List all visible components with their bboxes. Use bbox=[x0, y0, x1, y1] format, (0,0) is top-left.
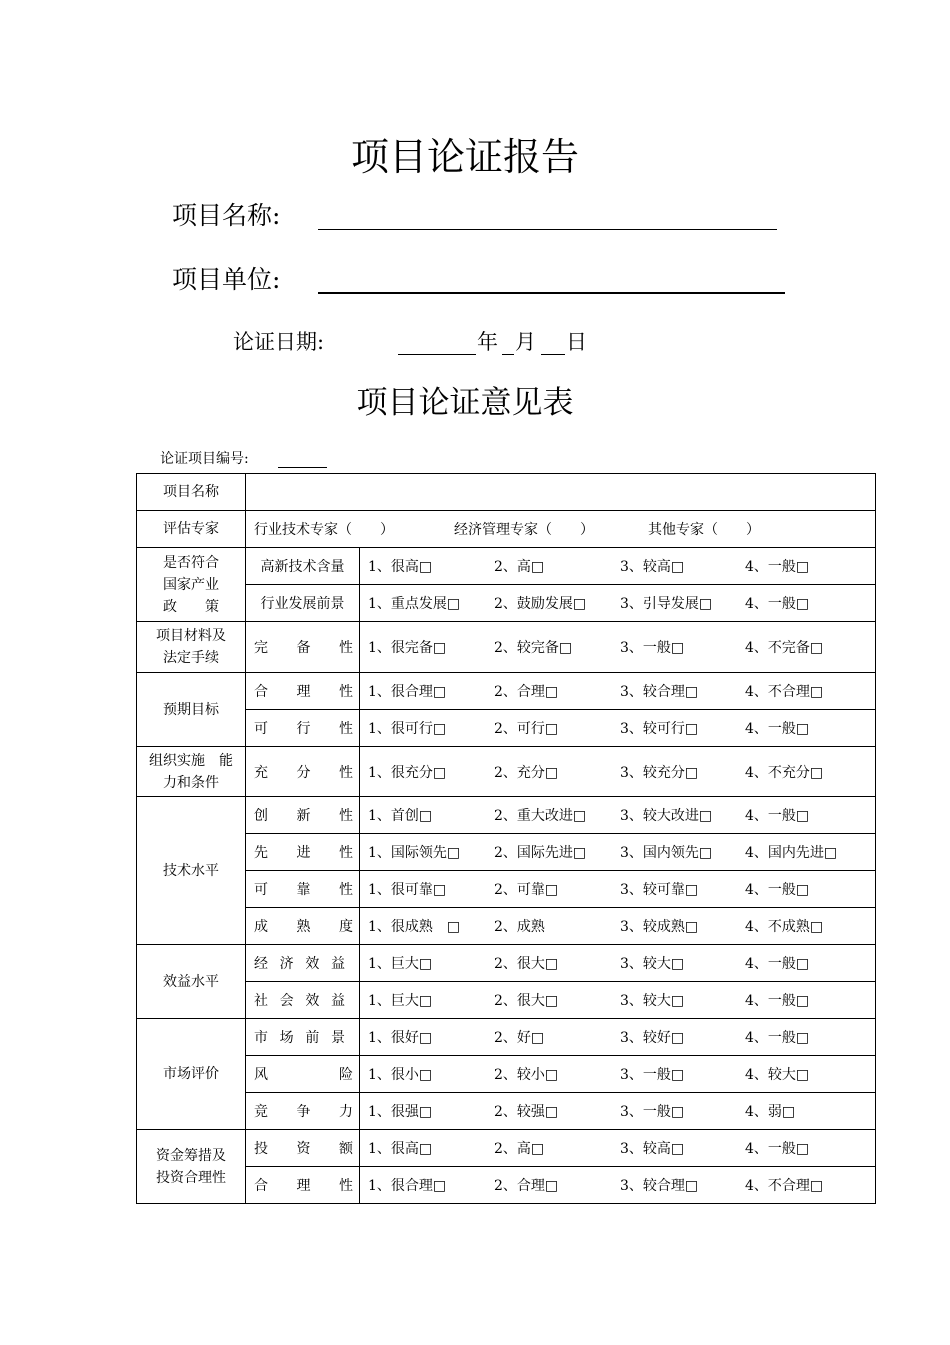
table-row bbox=[137, 1019, 876, 1056]
rating-option[interactable]: 2、很大□ bbox=[494, 993, 559, 1009]
date-label: 论证日期: bbox=[233, 330, 325, 354]
rating-option[interactable]: 2、充分□ bbox=[494, 764, 559, 781]
rating-options bbox=[360, 879, 875, 899]
rating-option[interactable]: 4、一般□ bbox=[745, 1141, 810, 1157]
criterion-name bbox=[246, 1027, 359, 1047]
criterion-name bbox=[246, 990, 359, 1010]
rating-option[interactable]: 1、巨大□ bbox=[368, 956, 433, 972]
rating-option[interactable]: 2、可靠□ bbox=[494, 882, 559, 898]
rating-option[interactable]: 3、一般□ bbox=[620, 1067, 685, 1083]
criterion-name bbox=[246, 718, 359, 738]
rating-option[interactable]: 3、较可行□ bbox=[620, 721, 699, 737]
project-code-label: 论证项目编号: bbox=[160, 451, 249, 467]
criterion-char: 经 bbox=[254, 956, 268, 972]
criterion-char: 力 bbox=[339, 1104, 353, 1120]
rating-option[interactable]: 4、国内先进□ bbox=[745, 845, 838, 861]
criterion-char: 靠 bbox=[296, 882, 311, 898]
rating-options bbox=[360, 593, 875, 613]
table-row bbox=[137, 673, 876, 710]
rating-option[interactable]: 4、一般□ bbox=[745, 721, 810, 737]
criterion-char: 熟 bbox=[296, 919, 311, 935]
criterion-cell bbox=[246, 982, 360, 1019]
criterion-char: 前 bbox=[305, 1030, 320, 1046]
rating-option[interactable]: 3、国内领先□ bbox=[620, 845, 713, 861]
criterion-char: 投 bbox=[254, 1141, 268, 1157]
criterion-char: 社 bbox=[254, 993, 268, 1009]
rating-option[interactable]: 1、很完备□ bbox=[368, 640, 447, 656]
rating-option[interactable]: 2、国际先进□ bbox=[494, 845, 587, 861]
rating-option[interactable]: 3、一般□ bbox=[620, 1104, 685, 1120]
category-label-line: 市场评价 bbox=[163, 1066, 219, 1082]
criterion-char: 可 bbox=[254, 882, 268, 898]
options-cell bbox=[360, 710, 876, 747]
options-cell bbox=[360, 585, 876, 622]
options-cell bbox=[360, 1019, 876, 1056]
options-cell bbox=[360, 945, 876, 982]
criterion-name bbox=[246, 953, 359, 973]
options-cell bbox=[360, 982, 876, 1019]
criterion-name: 高新技术含量 bbox=[260, 559, 345, 575]
category-label-line: 是否符合 bbox=[163, 554, 219, 571]
section-category bbox=[137, 673, 246, 747]
criterion-cell bbox=[246, 871, 360, 908]
rating-option[interactable]: 3、较大□ bbox=[620, 993, 685, 1009]
rating-option[interactable]: 1、很合理□ bbox=[368, 684, 447, 700]
criterion-char: 益 bbox=[330, 956, 345, 972]
criterion-char: 市 bbox=[254, 1030, 268, 1046]
evaluation-table bbox=[136, 473, 876, 1204]
criterion-cell bbox=[246, 585, 360, 622]
rating-option[interactable]: 4、一般□ bbox=[745, 596, 810, 612]
rating-options bbox=[360, 1175, 875, 1195]
table-subtitle: 项目论证意见表 bbox=[356, 385, 574, 421]
section-category bbox=[137, 622, 246, 673]
criterion-name bbox=[246, 916, 359, 936]
table-row bbox=[137, 982, 876, 1019]
rating-options bbox=[360, 556, 875, 576]
category-label-line: 效益水平 bbox=[163, 973, 219, 990]
rating-option[interactable]: 2、高□ bbox=[494, 559, 545, 575]
options-cell bbox=[360, 1056, 876, 1093]
section-category bbox=[137, 548, 246, 622]
criterion-name bbox=[246, 879, 359, 899]
criterion-char: 性 bbox=[339, 764, 353, 781]
rating-option[interactable]: 1、首创□ bbox=[368, 808, 433, 824]
criterion-cell bbox=[246, 1056, 360, 1093]
rating-option[interactable]: 2、较强□ bbox=[494, 1104, 559, 1120]
criterion-cell bbox=[246, 673, 360, 710]
evaluator-other[interactable]: 其他专家（ ） bbox=[648, 522, 760, 538]
category-label-line: 技术水平 bbox=[163, 862, 219, 879]
criterion-char: 险 bbox=[339, 1067, 353, 1083]
criterion-name: 行业发展前景 bbox=[260, 596, 345, 612]
rating-option[interactable]: 3、较大改进□ bbox=[620, 808, 713, 824]
criterion-cell bbox=[246, 747, 360, 797]
rating-options bbox=[360, 953, 875, 973]
criterion-char: 进 bbox=[296, 845, 311, 861]
rating-option[interactable]: 2、好□ bbox=[494, 1030, 545, 1046]
criterion-char: 行 bbox=[296, 721, 311, 737]
rating-option[interactable]: 3、较充分□ bbox=[620, 764, 699, 781]
rating-options bbox=[360, 718, 875, 738]
criterion-char: 创 bbox=[254, 808, 268, 824]
criterion-char: 景 bbox=[330, 1030, 345, 1046]
options-cell bbox=[360, 548, 876, 585]
rating-options bbox=[360, 1064, 875, 1084]
month-line[interactable] bbox=[502, 354, 514, 355]
table-row bbox=[137, 548, 876, 585]
evaluator-row bbox=[137, 511, 876, 548]
rating-options bbox=[360, 637, 875, 657]
rating-options bbox=[360, 762, 875, 782]
rating-option[interactable]: 1、很高□ bbox=[368, 1141, 433, 1157]
criterion-name bbox=[246, 1064, 359, 1084]
criterion-char: 理 bbox=[296, 684, 311, 700]
criterion-char: 性 bbox=[339, 845, 353, 861]
rating-option[interactable]: 1、很合理□ bbox=[368, 1178, 447, 1194]
table-row bbox=[137, 797, 876, 834]
table-row bbox=[137, 622, 876, 673]
options-cell bbox=[360, 622, 876, 673]
criterion-char: 合 bbox=[254, 684, 268, 700]
table-row bbox=[137, 871, 876, 908]
table-row bbox=[137, 908, 876, 945]
table-row bbox=[137, 585, 876, 622]
category-label-line: 项目材料及 bbox=[156, 628, 226, 644]
rating-option[interactable]: 3、较高□ bbox=[620, 1141, 685, 1157]
month-label: 月 bbox=[515, 330, 536, 354]
rating-option[interactable]: 2、高□ bbox=[494, 1141, 545, 1157]
year-line[interactable] bbox=[398, 354, 476, 355]
criterion-cell bbox=[246, 1019, 360, 1056]
project-name-label: 项目名称: bbox=[172, 201, 281, 230]
options-cell bbox=[360, 834, 876, 871]
year-label: 年 bbox=[477, 330, 498, 354]
rating-option[interactable]: 2、可行□ bbox=[494, 721, 559, 737]
project-name-cell: 项目名称 bbox=[137, 474, 246, 511]
rating-option[interactable]: 3、较可靠□ bbox=[620, 882, 699, 898]
rating-option[interactable]: 4、较大□ bbox=[745, 1067, 810, 1083]
criterion-char: 益 bbox=[330, 993, 345, 1009]
rating-option[interactable]: 1、很强□ bbox=[368, 1104, 433, 1120]
rating-options bbox=[360, 1138, 875, 1158]
criterion-name bbox=[246, 762, 359, 782]
criterion-char: 额 bbox=[339, 1141, 353, 1157]
rating-options bbox=[360, 842, 875, 862]
rating-option[interactable]: 2、很大□ bbox=[494, 956, 559, 972]
criterion-char: 性 bbox=[339, 1178, 353, 1194]
criterion-cell bbox=[246, 622, 360, 673]
rating-option[interactable]: 4、不成熟□ bbox=[745, 919, 824, 935]
rating-option[interactable]: 4、不合理□ bbox=[745, 684, 824, 700]
criterion-name bbox=[246, 805, 359, 825]
rating-option[interactable]: 4、不合理□ bbox=[745, 1178, 824, 1194]
criterion-char: 备 bbox=[296, 640, 311, 656]
criterion-char: 先 bbox=[254, 845, 268, 861]
options-cell bbox=[360, 871, 876, 908]
category-label-line: 法定手续 bbox=[163, 650, 219, 666]
rating-option[interactable]: 3、较合理□ bbox=[620, 684, 699, 700]
criterion-char: 性 bbox=[339, 640, 353, 656]
rating-option[interactable]: 3、较好□ bbox=[620, 1030, 685, 1046]
criterion-char: 效 bbox=[305, 993, 320, 1009]
criterion-char: 性 bbox=[339, 882, 353, 898]
criterion-char: 资 bbox=[296, 1141, 311, 1157]
table-row bbox=[137, 747, 876, 797]
criterion-cell bbox=[246, 710, 360, 747]
criterion-char: 性 bbox=[339, 684, 353, 700]
criterion-char: 分 bbox=[296, 764, 311, 781]
rating-option[interactable]: 4、一般□ bbox=[745, 882, 810, 898]
section-category bbox=[137, 797, 246, 945]
evaluator-industry-tech[interactable]: 行业技术专家（ ） bbox=[254, 522, 394, 538]
rating-option[interactable]: 2、较完备□ bbox=[494, 640, 573, 656]
section-category bbox=[137, 1019, 246, 1130]
rating-option[interactable]: 1、国际领先□ bbox=[368, 845, 461, 861]
criterion-cell bbox=[246, 1093, 360, 1130]
options-cell bbox=[360, 908, 876, 945]
criterion-cell bbox=[246, 1167, 360, 1204]
rating-option[interactable]: 3、较合理□ bbox=[620, 1178, 699, 1194]
rating-option[interactable]: 3、引导发展□ bbox=[620, 596, 713, 612]
rating-option[interactable]: 2、合理□ bbox=[494, 684, 559, 700]
rating-option[interactable]: 3、一般□ bbox=[620, 640, 685, 656]
table-row bbox=[137, 1167, 876, 1204]
category-label-line: 组织实施 能 bbox=[149, 752, 233, 769]
criterion-name bbox=[246, 1101, 359, 1121]
rating-option[interactable]: 1、很可行□ bbox=[368, 721, 447, 737]
criterion-cell bbox=[246, 548, 360, 585]
criterion-char: 性 bbox=[339, 721, 353, 737]
criterion-char: 可 bbox=[254, 721, 268, 737]
criterion-char: 竞 bbox=[254, 1104, 268, 1120]
criterion-char: 场 bbox=[279, 1030, 294, 1046]
criterion-cell bbox=[246, 945, 360, 982]
rating-option[interactable]: 2、重大改进□ bbox=[494, 808, 587, 824]
options-cell bbox=[360, 1093, 876, 1130]
section-category bbox=[137, 1130, 246, 1204]
category-label-line: 预期目标 bbox=[163, 701, 219, 718]
rating-options bbox=[360, 990, 875, 1010]
project-unit-label: 项目单位: bbox=[172, 265, 281, 294]
table-row bbox=[137, 1056, 876, 1093]
evaluator-label: 评估专家 bbox=[137, 511, 246, 548]
rating-option[interactable]: 1、巨大□ bbox=[368, 993, 433, 1009]
table-row bbox=[137, 834, 876, 871]
evaluator-econ-mgmt[interactable]: 经济管理专家（ ） bbox=[454, 522, 594, 538]
rating-option[interactable]: 4、一般□ bbox=[745, 808, 810, 824]
criterion-char: 新 bbox=[296, 808, 311, 824]
evaluator-options bbox=[246, 511, 876, 548]
criterion-cell bbox=[246, 797, 360, 834]
table-row bbox=[137, 1130, 876, 1167]
criterion-char: 性 bbox=[339, 808, 353, 824]
rating-option[interactable]: 4、不充分□ bbox=[745, 764, 824, 781]
project-name-value[interactable] bbox=[246, 474, 876, 511]
section-category bbox=[137, 945, 246, 1019]
project-name-line[interactable] bbox=[318, 229, 777, 230]
rating-option[interactable]: 1、很高□ bbox=[368, 559, 433, 575]
criterion-name bbox=[246, 1138, 359, 1158]
rating-option[interactable]: 1、很好□ bbox=[368, 1030, 433, 1046]
rating-option[interactable]: 4、一般□ bbox=[745, 956, 810, 972]
category-label-line: 力和条件 bbox=[163, 774, 219, 791]
rating-options bbox=[360, 805, 875, 825]
rating-option[interactable]: 4、一般□ bbox=[745, 559, 810, 575]
criterion-char: 完 bbox=[254, 640, 268, 656]
rating-option[interactable]: 4、弱□ bbox=[745, 1104, 796, 1120]
project-name-row bbox=[137, 474, 876, 511]
rating-option[interactable]: 4、一般□ bbox=[745, 1030, 810, 1046]
criterion-char: 度 bbox=[339, 919, 353, 935]
options-cell bbox=[360, 1130, 876, 1167]
rating-option[interactable]: 2、鼓励发展□ bbox=[494, 596, 587, 612]
criterion-cell bbox=[246, 908, 360, 945]
criterion-name bbox=[246, 842, 359, 862]
day-label: 日 bbox=[566, 330, 587, 354]
options-cell bbox=[360, 797, 876, 834]
category-label-line: 政 策 bbox=[163, 598, 219, 615]
criterion-char: 会 bbox=[279, 993, 294, 1009]
rating-options bbox=[360, 1027, 875, 1047]
rating-option[interactable]: 1、很小□ bbox=[368, 1067, 433, 1083]
rating-option[interactable]: 1、很可靠□ bbox=[368, 882, 447, 898]
day-line[interactable] bbox=[541, 354, 565, 355]
options-cell bbox=[360, 747, 876, 797]
criterion-name bbox=[246, 1175, 359, 1195]
criterion-char: 合 bbox=[254, 1178, 268, 1194]
rating-options bbox=[360, 916, 875, 936]
options-cell bbox=[360, 1167, 876, 1204]
criterion-name bbox=[246, 637, 359, 657]
rating-option[interactable]: 4、不完备□ bbox=[745, 640, 824, 656]
rating-option[interactable]: 2、较小□ bbox=[494, 1067, 559, 1083]
table-row bbox=[137, 945, 876, 982]
rating-options bbox=[360, 681, 875, 701]
rating-option[interactable]: 1、很成熟 □ bbox=[368, 919, 461, 935]
rating-option[interactable]: 3、较高□ bbox=[620, 559, 685, 575]
criterion-char: 效 bbox=[305, 956, 320, 972]
table-row bbox=[137, 1093, 876, 1130]
criterion-name bbox=[246, 681, 359, 701]
table-row bbox=[137, 710, 876, 747]
rating-option[interactable]: 2、合理□ bbox=[494, 1178, 559, 1194]
criterion-cell bbox=[246, 1130, 360, 1167]
rating-option[interactable]: 4、一般□ bbox=[745, 993, 810, 1009]
criterion-char: 争 bbox=[296, 1104, 311, 1120]
criterion-cell bbox=[246, 834, 360, 871]
rating-option[interactable]: 3、较成熟□ bbox=[620, 919, 699, 935]
project-code-line[interactable] bbox=[278, 467, 327, 468]
category-label-line: 资金筹措及 bbox=[156, 1147, 226, 1164]
criterion-char: 风 bbox=[254, 1067, 268, 1083]
criterion-char: 充 bbox=[254, 764, 268, 781]
criterion-char: 济 bbox=[279, 956, 294, 972]
rating-options bbox=[360, 1101, 875, 1121]
options-cell bbox=[360, 673, 876, 710]
rating-option[interactable]: 1、重点发展□ bbox=[368, 596, 461, 612]
category-label-line: 投资合理性 bbox=[156, 1169, 226, 1186]
report-title: 项目论证报告 bbox=[350, 135, 579, 179]
project-unit-line[interactable] bbox=[318, 292, 785, 294]
criterion-char: 理 bbox=[296, 1178, 311, 1194]
rating-option[interactable]: 3、较大□ bbox=[620, 956, 685, 972]
category-label-line: 国家产业 bbox=[163, 576, 219, 593]
rating-option[interactable]: 2、成熟 bbox=[494, 919, 545, 935]
criterion-char: 成 bbox=[254, 919, 268, 935]
rating-option[interactable]: 1、很充分□ bbox=[368, 764, 447, 781]
section-category bbox=[137, 747, 246, 797]
